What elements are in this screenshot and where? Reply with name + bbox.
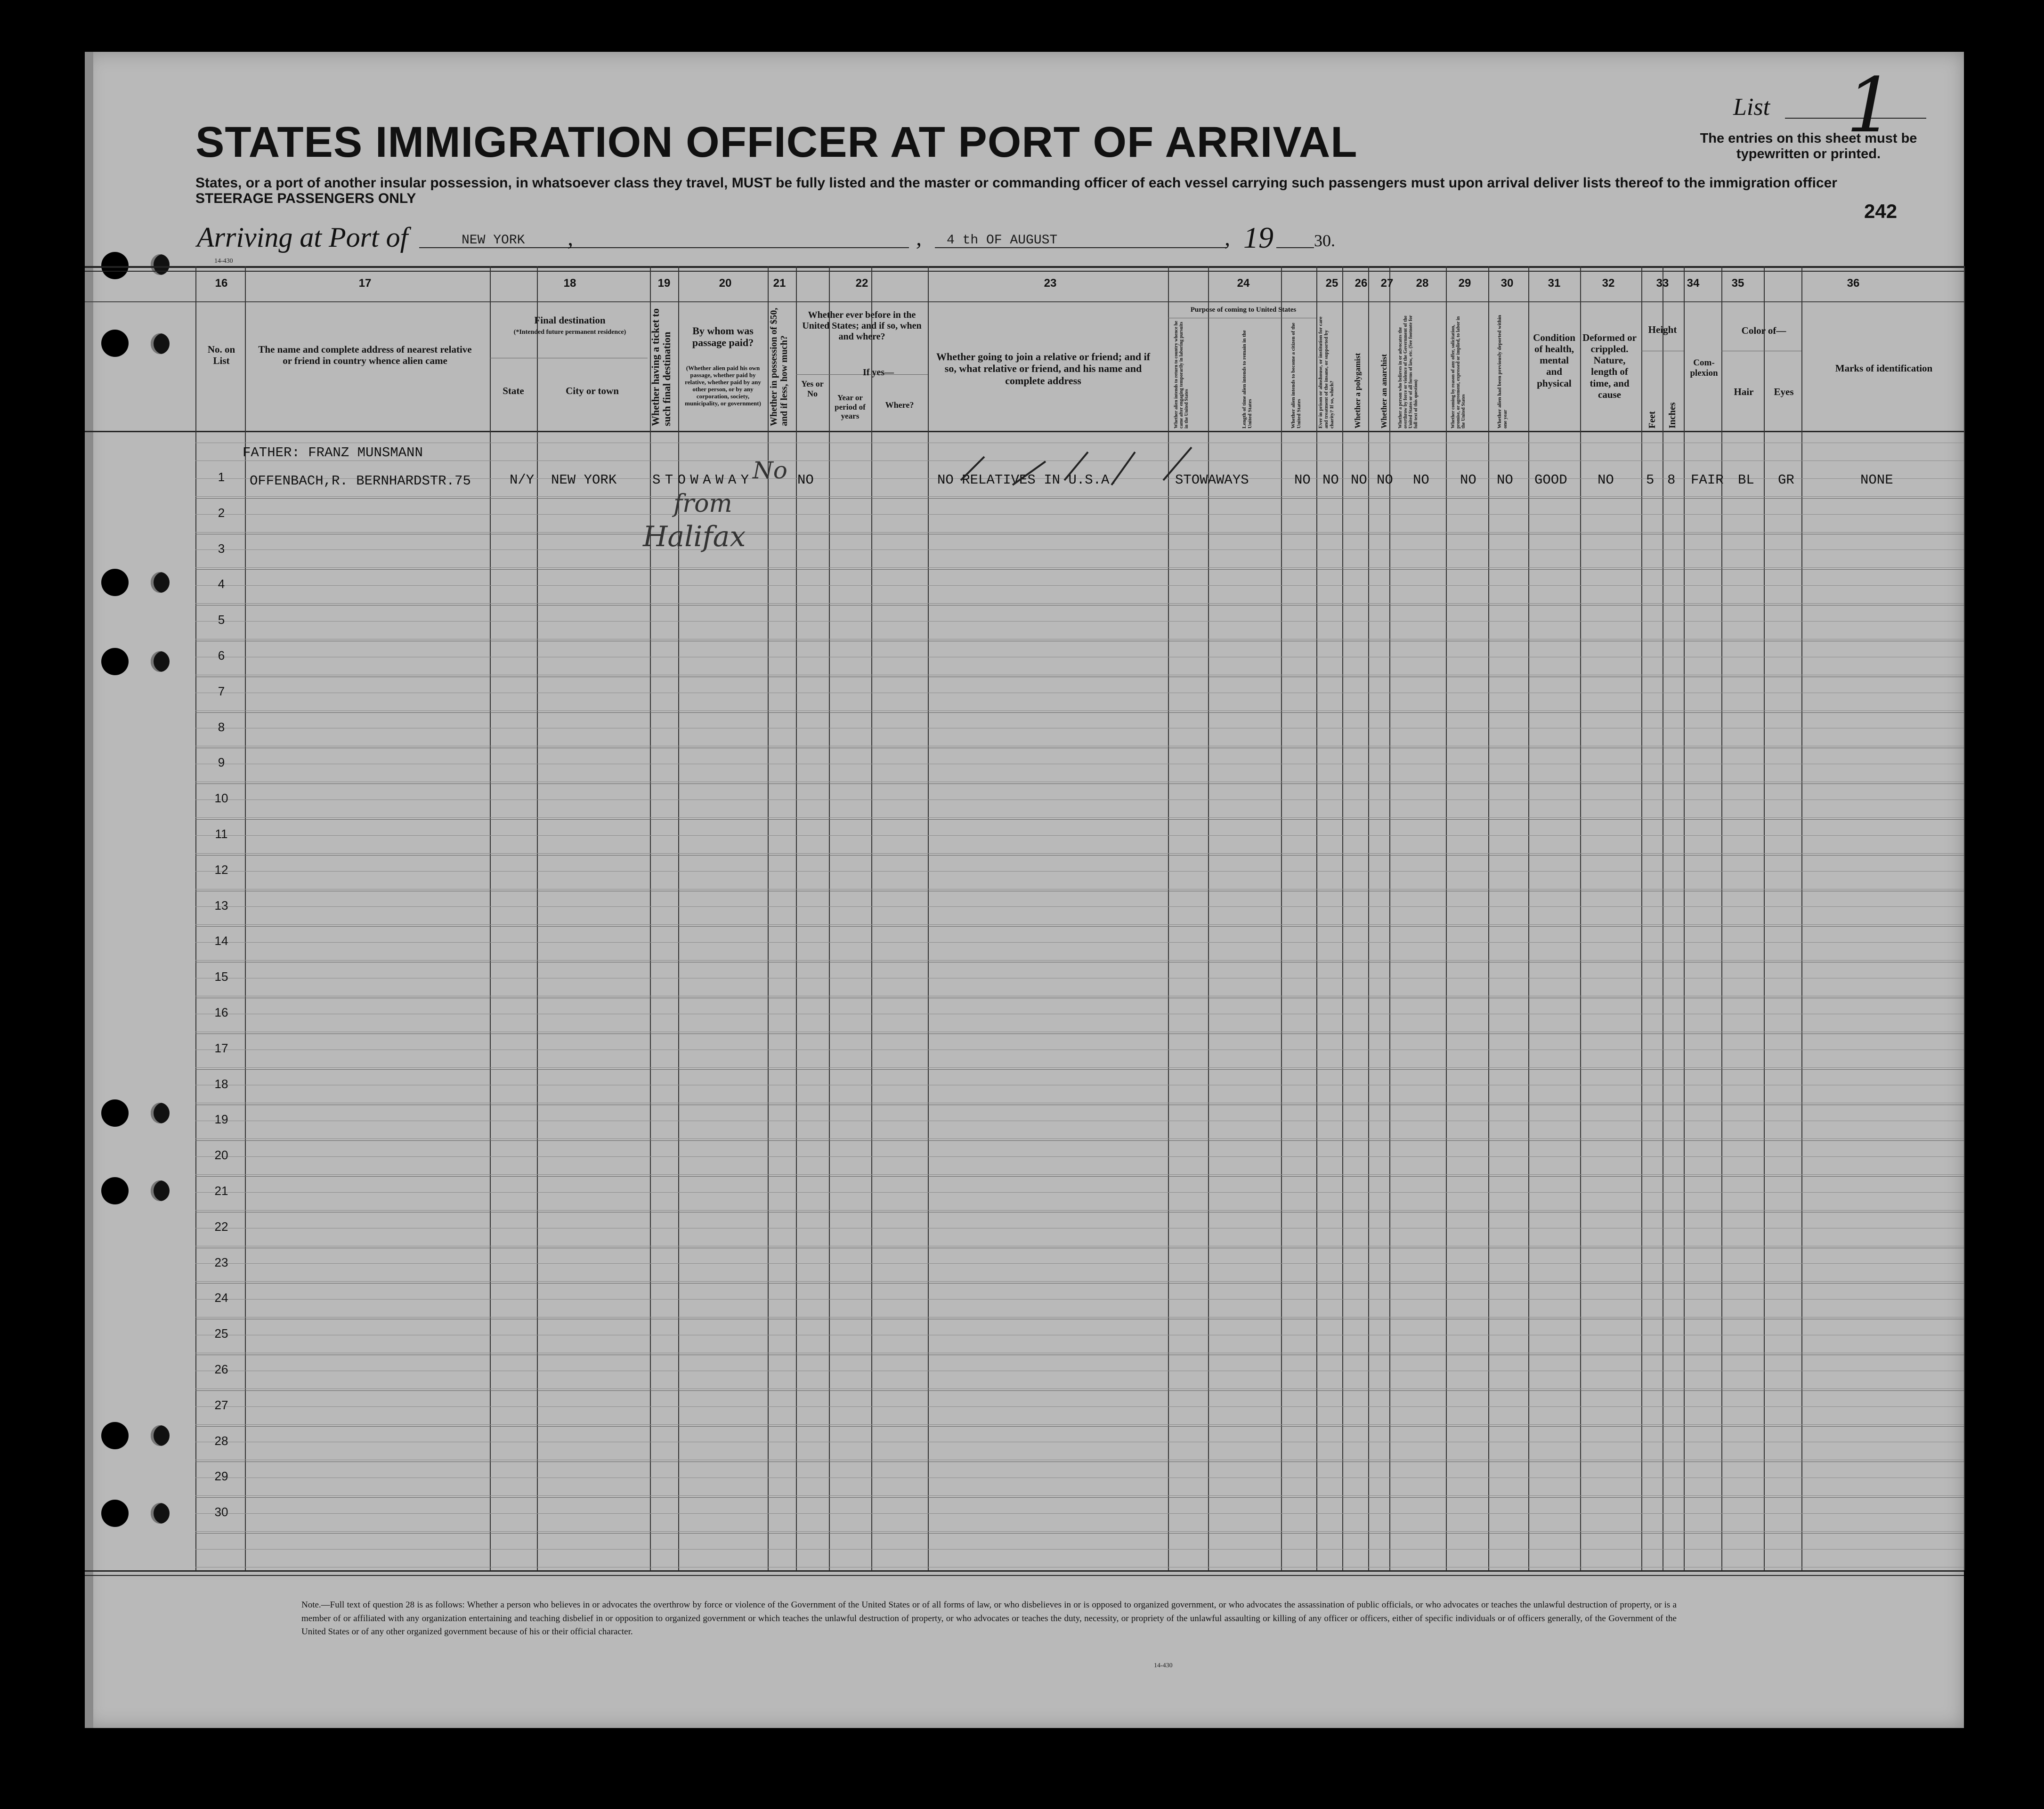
header-prison: Ever in prison or almshouse, or institution for care and treatment of the insane, or supported by charity? If so, which?	[1318, 316, 1335, 428]
row-number: 4	[218, 577, 225, 591]
header-passage-paid-note: (Whether alien paid his own passage, whether paid by relative, whether paid by any other person, or by any corporation, society, municipality, or government)	[685, 364, 761, 407]
punch-hole	[101, 1177, 129, 1204]
entry-join-relative: NO RELATIVES IN U.S.A.	[937, 472, 1118, 488]
punch-hole	[101, 1422, 129, 1449]
header-city: City or town	[566, 385, 619, 396]
row-number: 24	[214, 1291, 228, 1305]
entry-eyes: GR	[1778, 472, 1794, 488]
faint-rule	[195, 1192, 1964, 1193]
row-number: 29	[214, 1469, 228, 1484]
faint-rule	[195, 1531, 1964, 1532]
faint-rule	[195, 871, 1964, 872]
faint-rule	[195, 585, 1964, 586]
column-rule	[1446, 266, 1447, 1570]
header-color-of: Color of—	[1741, 325, 1786, 336]
row-number: 20	[214, 1148, 228, 1163]
entry-passage-paid: S T O W A W A Y	[652, 472, 747, 488]
row-rule	[195, 819, 1964, 820]
row-rule	[195, 1426, 1964, 1427]
entry-city: NEW YORK	[551, 472, 617, 488]
footnote: Note.—Full text of question 28 is as follows: Whether a person who believes in or advocates the overthrow by force or violence of the Government of the United States or of all forms of law, or who disbelieves in or is opposed to organized government, or who advocates the assassination of public officials, or who advocates or teaches the unlawful destruction of property, or is a member of or affiliated with any organization entertaining and teaching disbelief in or opposition to organized government or which teaches the unlawful destruction of property, or who advocates or teaches the duty, necessity, or propriety of the unlawful assaulting or killing of any officer or officers, either of specific individuals or of officers generally, of the Government of the United States or of any other organized government because of his or their official character.	[301, 1600, 1677, 1637]
punch-hole	[101, 1500, 129, 1527]
row-rule	[195, 1069, 1964, 1070]
punch-hole-shadow	[151, 651, 170, 672]
faint-rule	[195, 906, 1964, 907]
col-number: 17	[358, 277, 372, 290]
arrival-date: 4 th OF AUGUST	[947, 233, 1058, 248]
typewritten-note-text: The entries on this sheet must be typewritten or printed.	[1700, 131, 1917, 162]
column-rule	[1641, 266, 1642, 1570]
column-rule	[871, 266, 872, 1570]
row-number: 28	[214, 1433, 228, 1448]
row-number: 19	[214, 1112, 228, 1127]
punch-hole-shadow	[151, 572, 170, 593]
entry-state: N/Y	[510, 472, 535, 488]
rule	[85, 1570, 1964, 1572]
header-feet: Feet	[1647, 411, 1657, 428]
manifest-sheet	[85, 52, 1964, 1728]
row-number: 15	[214, 969, 228, 984]
row-number: 26	[214, 1362, 228, 1376]
entry-purpose: STOWAWAYS	[1175, 472, 1249, 488]
faint-rule	[195, 853, 1964, 854]
list-number: 1	[1846, 61, 1894, 149]
steerage-label: STEERAGE PASSENGERS ONLY	[195, 191, 416, 206]
column-rule	[1368, 266, 1369, 1570]
column-rule	[1721, 266, 1722, 1570]
page-title: STATES IMMIGRATION OFFICER AT PORT OF ARRIVAL	[195, 118, 1358, 166]
row-number: 1	[218, 470, 225, 484]
rule	[85, 301, 1964, 302]
entry-hair: BL	[1738, 472, 1754, 488]
rule	[85, 266, 1964, 268]
row-number: 3	[218, 541, 225, 556]
header-before-in-us: Whether ever before in the United States; and if so, when and where?	[802, 310, 922, 342]
column-rule	[678, 266, 679, 1570]
row-number: 22	[214, 1219, 228, 1234]
row-number: 21	[214, 1184, 228, 1198]
col-number: 20	[719, 277, 732, 290]
entry-possession-50: NO	[797, 472, 814, 488]
entry-anarchist: NO	[1377, 472, 1393, 488]
row-number: 27	[214, 1397, 228, 1412]
header-if-yes: If yes—	[862, 367, 894, 378]
handwritten-halifax: Halifax	[643, 520, 746, 553]
entry-deformed: NO	[1598, 472, 1614, 488]
row-rule	[195, 855, 1964, 856]
comma: ,	[568, 226, 573, 250]
faint-rule	[195, 549, 1964, 550]
comma: ,	[1225, 226, 1230, 250]
column-rule	[650, 266, 651, 1570]
handwritten-no: No	[753, 457, 787, 484]
row-number: 11	[215, 827, 228, 841]
column-rule	[537, 266, 538, 1570]
faint-rule	[195, 1174, 1964, 1175]
header-polygamist: Whether a polygamist	[1353, 353, 1362, 428]
column-rule	[829, 266, 830, 1570]
header-state: State	[503, 385, 524, 396]
faint-rule	[195, 960, 1964, 961]
col-number: 30	[1501, 277, 1514, 290]
header-no-on-list: No. on List	[207, 344, 235, 367]
faint-rule	[195, 514, 1964, 515]
row-number: 12	[214, 862, 228, 877]
entry-marks: NONE	[1860, 472, 1893, 488]
row-rule	[195, 498, 1964, 499]
entry-complexion: FAIR	[1691, 472, 1724, 488]
faint-rule	[195, 1263, 1964, 1264]
row-number: 6	[218, 648, 225, 662]
punch-hole	[101, 330, 129, 357]
header-inches: Inches	[1667, 402, 1678, 428]
row-rule	[195, 783, 1964, 784]
header-complexion: Com- plexion	[1690, 358, 1718, 378]
col-number: 32	[1602, 277, 1615, 290]
col-number: 26	[1355, 277, 1368, 290]
entry-deported: NO	[1497, 472, 1513, 488]
arrival-label: Arriving at Port of	[197, 222, 408, 253]
header-join-relative: Whether going to join a relative or friend; and if so, what relative or friend, and his name and complete address	[936, 351, 1151, 387]
faint-rule	[195, 496, 1964, 497]
header-yes-or-no: Yes or No	[801, 379, 824, 398]
faint-rule	[195, 621, 1964, 622]
row-number: 18	[214, 1076, 228, 1091]
punch-hole-shadow	[151, 1103, 170, 1123]
row-number: 17	[214, 1041, 228, 1055]
row-number: 9	[218, 755, 225, 770]
punch-hole	[101, 648, 129, 675]
form-number-footer: 14-430	[1154, 1662, 1173, 1669]
row-rule	[195, 1390, 1964, 1391]
row-rule	[195, 1140, 1964, 1141]
column-rule	[490, 266, 491, 1570]
faint-rule	[195, 1513, 1964, 1514]
faint-rule	[195, 942, 1964, 943]
entry-labor-offer: NO	[1460, 472, 1476, 488]
faint-rule	[195, 1067, 1964, 1068]
faint-rule	[195, 1424, 1964, 1425]
column-rule	[1684, 266, 1685, 1570]
header-overthrow: Whether a person who believes in or advocates the overthrow by force or violence of the Government of the United States or of all forms of law, etc. (See footnote for full text of this question)	[1398, 315, 1419, 428]
faint-rule	[195, 1406, 1964, 1407]
row-number: 5	[218, 613, 225, 627]
entry-inches: 8	[1667, 472, 1676, 488]
rule	[85, 431, 1964, 432]
column-rule	[796, 266, 797, 1570]
column-rule	[1580, 266, 1581, 1570]
header-height: Height	[1648, 324, 1677, 335]
header-marks: Marks of identification	[1835, 363, 1933, 374]
header-deported: Whether alien had been previously deported within one year	[1497, 315, 1509, 428]
header-deformed: Deformed or crippled. Nature, length of time, and cause	[1582, 332, 1637, 400]
arrival-year-prefix: 19	[1243, 221, 1273, 254]
punch-hole	[101, 252, 129, 279]
punch-hole-shadow	[151, 1180, 170, 1201]
col-number: 21	[773, 277, 786, 290]
row-number: 16	[214, 1005, 228, 1019]
year-underline	[1276, 247, 1314, 248]
col-number: 33	[1656, 277, 1669, 290]
col-number: 16	[215, 277, 228, 290]
header-eyes: Eyes	[1774, 386, 1794, 397]
column-rule	[1964, 266, 1965, 1570]
row-number: 13	[214, 898, 228, 913]
row-rule	[195, 569, 1964, 570]
relative-line-2: OFFENBACH,R. BERNHARDSTR.75	[250, 473, 471, 489]
header-nearest-relative: The name and complete address of nearest relative or friend in country whence alien came	[258, 344, 472, 367]
entry-polygamist: NO	[1351, 472, 1367, 488]
header-year-period: Year or period of years	[835, 393, 866, 421]
column-rule	[1208, 266, 1209, 1570]
col-number: 24	[1237, 277, 1250, 290]
row-number: 10	[214, 791, 228, 806]
col-number: 36	[1847, 277, 1860, 290]
faint-rule	[195, 1210, 1964, 1211]
entry-health: GOOD	[1534, 472, 1567, 488]
faint-rule	[195, 817, 1964, 818]
handwritten-from: from	[673, 490, 732, 518]
row-rule	[195, 712, 1964, 713]
entry-feet: 5	[1646, 472, 1655, 488]
arrival-year: 30.	[1314, 231, 1335, 250]
header-purpose: Purpose of coming to United States	[1190, 306, 1297, 314]
faint-rule	[195, 1156, 1964, 1157]
header-labor-offer: Whether coming by reason of any offer, solicitation, promise, or agreement, expressed or implied, to labor in the United States	[1451, 316, 1466, 428]
col-number: 23	[1044, 277, 1057, 290]
intro-text: States, or a port of another insular possession, in whatsoever class they travel, MUST be fully listed and the master or commanding officer of each vessel carrying such passengers must upon arrival deliver lists thereof to the immigration officer	[195, 175, 1837, 191]
row-rule	[195, 1176, 1964, 1177]
form-number: 14-430	[214, 258, 233, 265]
row-rule	[195, 605, 1964, 606]
column-rule	[245, 266, 246, 1570]
column-rule	[1488, 266, 1489, 1570]
faint-rule	[195, 567, 1964, 568]
column-rule	[1528, 266, 1529, 1570]
rule	[85, 1575, 1964, 1576]
rule	[85, 271, 1964, 272]
header-where: Where?	[885, 400, 914, 410]
row-number: 30	[214, 1505, 228, 1519]
column-rule	[1801, 266, 1802, 1570]
row-number: 7	[218, 684, 225, 698]
faint-rule	[195, 1495, 1964, 1496]
header-purpose-c: Whether alien intends to become a citizen of the United States	[1290, 323, 1302, 428]
faint-rule	[195, 924, 1964, 925]
row-number: 8	[218, 719, 225, 734]
comma: ,	[916, 226, 922, 250]
punch-hole-shadow	[151, 254, 170, 275]
punch-hole-shadow	[151, 333, 170, 354]
header-purpose-b: Length of time alien intends to remain in the United States	[1241, 330, 1253, 428]
sheet-edge	[85, 52, 93, 1728]
col-number: 25	[1325, 277, 1338, 290]
col-number: 34	[1687, 277, 1700, 290]
list-label: List	[1733, 94, 1770, 121]
faint-rule	[195, 532, 1964, 533]
row-rule	[195, 926, 1964, 927]
handwritten-check-marks	[956, 443, 1201, 490]
entry-purpose-length: NO	[1294, 472, 1311, 488]
col-number: 22	[855, 277, 868, 290]
column-rule	[195, 266, 196, 1570]
punch-hole	[101, 1099, 129, 1127]
punch-hole-shadow	[151, 1503, 170, 1524]
entry-overthrow: NO	[1413, 472, 1429, 488]
column-rule	[1764, 266, 1765, 1570]
relative-line-1: FATHER: FRANZ MUNSMANN	[243, 445, 423, 460]
column-rule	[1389, 266, 1390, 1570]
header-passage-paid: By whom was passage paid?	[692, 325, 754, 349]
faint-rule	[195, 603, 1964, 604]
row-number: 23	[214, 1255, 228, 1269]
column-rule	[1281, 266, 1282, 1570]
header-final-destination: Final destination	[534, 315, 606, 326]
row-number: 2	[218, 505, 225, 520]
punch-hole-shadow	[151, 1425, 170, 1446]
col-number: 18	[563, 277, 576, 290]
faint-rule	[195, 1549, 1964, 1550]
row-number: 25	[214, 1326, 228, 1341]
sheet-number: 242	[1864, 200, 1898, 222]
row-rule	[195, 1497, 1964, 1498]
typewritten-note	[1691, 131, 1926, 162]
header-anarchist: Whether an anarchist	[1379, 354, 1388, 428]
header-ticket: Whether having a ticket to such final destination	[649, 308, 673, 426]
column-rule	[1316, 266, 1317, 1570]
row-rule	[195, 1533, 1964, 1534]
header-possession-50: Whether in possession of $50, and if less, how much?	[769, 307, 789, 426]
col-number: 27	[1380, 277, 1394, 290]
header-final-destination-note: (*Intended future permanent residence)	[513, 329, 626, 336]
row-rule	[195, 1283, 1964, 1284]
header-condition-health: Condition of health, mental and physical	[1533, 332, 1575, 389]
row-number: 14	[214, 934, 228, 948]
header-hair: Hair	[1734, 386, 1754, 397]
entry-prison: NO	[1322, 472, 1339, 488]
column-rule	[928, 266, 929, 1570]
faint-rule	[195, 1281, 1964, 1282]
punch-hole	[101, 569, 129, 596]
col-number: 19	[657, 277, 671, 290]
header-purpose-a: Whether alien intends to return to country whence he came after engaging temporarily in laboring pursuits in the United States	[1174, 321, 1189, 428]
col-number: 29	[1458, 277, 1471, 290]
faint-rule	[195, 835, 1964, 836]
faint-rule	[195, 1299, 1964, 1300]
column-rule	[1342, 266, 1343, 1570]
arrival-port: NEW YORK	[462, 233, 525, 248]
col-number: 35	[1731, 277, 1744, 290]
col-number: 28	[1416, 277, 1429, 290]
col-number: 31	[1548, 277, 1561, 290]
